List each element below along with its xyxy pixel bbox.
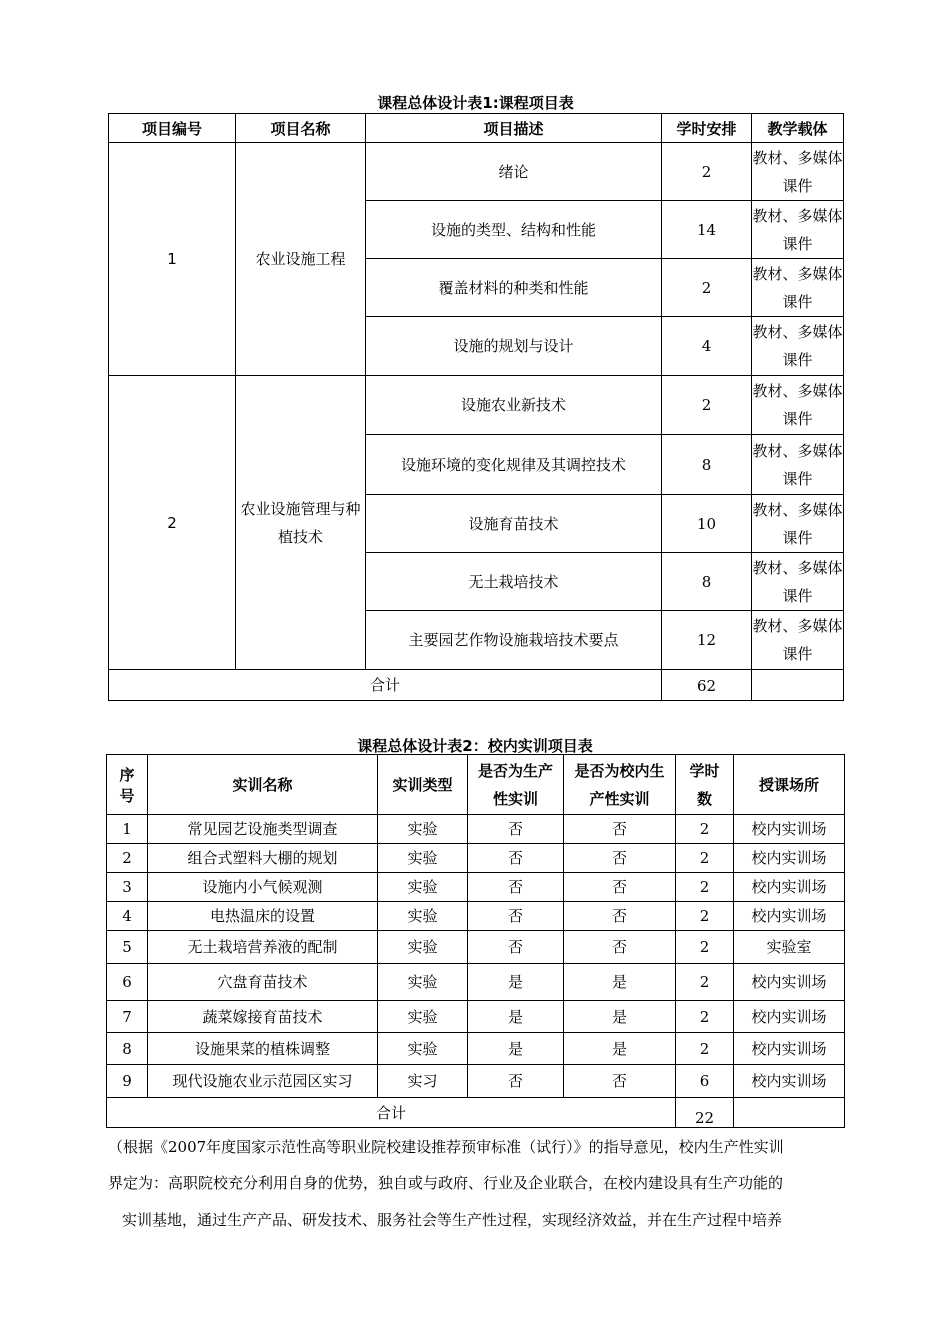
cell-seq: 7 (107, 1001, 148, 1033)
cell-venue: 校内实训场 (734, 1065, 845, 1098)
project-carrier: 教材、多媒体课件 (752, 553, 844, 611)
project-desc: 设施的类型、结构和性能 (366, 201, 662, 259)
cell-venue: 校内实训场 (734, 1001, 845, 1033)
header-training-type: 实训类型 (378, 755, 468, 815)
cell-hours: 2 (676, 1033, 734, 1065)
project-hours: 8 (662, 553, 752, 611)
project-desc: 设施的规划与设计 (366, 317, 662, 376)
course-project-table (108, 113, 844, 701)
project-carrier: 教材、多媒体课件 (752, 495, 844, 553)
cell-training-name: 设施果菜的植株调整 (148, 1033, 378, 1065)
project-hours: 2 (662, 376, 752, 435)
cell-hours: 6 (676, 1065, 734, 1098)
total-label: 合计 (109, 670, 662, 701)
project-hours: 8 (662, 435, 752, 495)
project-desc: 无土栽培技术 (366, 553, 662, 611)
cell-training-name: 电热温床的设置 (148, 902, 378, 931)
cell-seq: 5 (107, 931, 148, 964)
project-no: 1 (109, 143, 236, 376)
header-project-no: 项目编号 (109, 114, 236, 143)
cell-hours: 2 (676, 931, 734, 964)
note-line-2: 界定为：高职院校充分利用自身的优势，独自或与政府、行业及企业联合，在校内建设具有生产功能的 (108, 1174, 784, 1192)
header-project-desc: 项目描述 (366, 114, 662, 143)
cell-is-campus-productive: 是 (564, 964, 676, 1001)
total-empty (734, 1098, 845, 1128)
table-row (107, 1065, 845, 1098)
cell-seq: 6 (107, 964, 148, 1001)
training-project-table (106, 754, 845, 1128)
project-desc: 设施环境的变化规律及其调控技术 (366, 435, 662, 495)
table2-total-row (107, 1098, 845, 1128)
project-name: 农业设施工程 (236, 143, 366, 376)
cell-training-type: 实验 (378, 931, 468, 964)
project-name: 农业设施管理与种植技术 (236, 376, 366, 670)
cell-is-campus-productive: 是 (564, 1001, 676, 1033)
project-hours: 10 (662, 495, 752, 553)
cell-training-type: 实验 (378, 1001, 468, 1033)
project-carrier: 教材、多媒体课件 (752, 317, 844, 376)
cell-training-type: 实验 (378, 964, 468, 1001)
project-carrier: 教材、多媒体课件 (752, 611, 844, 670)
cell-is-campus-productive: 是 (564, 1033, 676, 1065)
cell-is-productive: 是 (468, 1033, 564, 1065)
cell-hours: 2 (676, 964, 734, 1001)
cell-venue: 校内实训场 (734, 902, 845, 931)
header-is-productive: 是否为生产性实训 (468, 755, 564, 815)
cell-hours: 2 (676, 873, 734, 902)
cell-training-type: 实验 (378, 844, 468, 873)
project-desc: 设施育苗技术 (366, 495, 662, 553)
cell-hours: 2 (676, 1001, 734, 1033)
cell-training-name: 穴盘育苗技术 (148, 964, 378, 1001)
cell-training-name: 设施内小气候观测 (148, 873, 378, 902)
cell-venue: 校内实训场 (734, 964, 845, 1001)
project-desc: 设施农业新技术 (366, 376, 662, 435)
header-hours: 学时安排 (662, 114, 752, 143)
cell-is-productive: 是 (468, 1001, 564, 1033)
cell-venue: 校内实训场 (734, 873, 845, 902)
table-row (107, 964, 845, 1001)
table-row (107, 815, 845, 844)
cell-seq: 4 (107, 902, 148, 931)
cell-training-type: 实验 (378, 902, 468, 931)
project-carrier: 教材、多媒体课件 (752, 376, 844, 435)
header-carrier: 教学载体 (752, 114, 844, 143)
cell-is-campus-productive: 否 (564, 873, 676, 902)
project-carrier: 教材、多媒体课件 (752, 201, 844, 259)
cell-venue: 校内实训场 (734, 815, 845, 844)
cell-seq: 3 (107, 873, 148, 902)
project-hours: 4 (662, 317, 752, 376)
cell-is-productive: 否 (468, 902, 564, 931)
project-hours: 14 (662, 201, 752, 259)
table1-total-row (109, 670, 844, 701)
project-carrier: 教材、多媒体课件 (752, 435, 844, 495)
table-row (107, 844, 845, 873)
project-carrier: 教材、多媒体课件 (752, 143, 844, 201)
total-empty (752, 670, 844, 701)
total-hours: 22 (676, 1098, 734, 1128)
header-training-name: 实训名称 (148, 755, 378, 815)
table2-caption: 课程总体设计表2：校内实训项目表 (357, 737, 593, 755)
note-line-1: （根据《2007年度国家示范性高等职业院校建设推荐预审标准（试行）》的指导意见，校内生产性实训 (108, 1138, 784, 1156)
cell-seq: 2 (107, 844, 148, 873)
cell-is-campus-productive: 否 (564, 931, 676, 964)
cell-training-name: 常见园艺设施类型调查 (148, 815, 378, 844)
total-hours: 62 (662, 670, 752, 701)
cell-is-productive: 否 (468, 844, 564, 873)
note-line-3: 实训基地，通过生产产品、研发技术、服务社会等生产性过程，实现经济效益，并在生产过程中培养 (122, 1211, 783, 1229)
cell-hours: 2 (676, 844, 734, 873)
header-venue: 授课场所 (734, 755, 845, 815)
table-row (109, 143, 844, 201)
cell-training-name: 现代设施农业示范园区实习 (148, 1065, 378, 1098)
cell-training-type: 实验 (378, 873, 468, 902)
cell-is-campus-productive: 否 (564, 815, 676, 844)
project-desc: 主要园艺作物设施栽培技术要点 (366, 611, 662, 670)
header-is-campus-productive: 是否为校内生产性实训 (564, 755, 676, 815)
cell-is-productive: 是 (468, 964, 564, 1001)
cell-seq: 9 (107, 1065, 148, 1098)
cell-training-type: 实验 (378, 1033, 468, 1065)
cell-is-campus-productive: 否 (564, 844, 676, 873)
table1-caption: 课程总体设计表1:课程项目表 (377, 94, 574, 112)
table-row (107, 873, 845, 902)
cell-training-type: 实习 (378, 1065, 468, 1098)
project-desc: 绪论 (366, 143, 662, 201)
cell-hours: 2 (676, 902, 734, 931)
header-project-name: 项目名称 (236, 114, 366, 143)
cell-venue: 校内实训场 (734, 844, 845, 873)
total-label: 合计 (107, 1098, 676, 1128)
cell-training-name: 蔬菜嫁接育苗技术 (148, 1001, 378, 1033)
table-row (107, 931, 845, 964)
cell-training-name: 无土栽培营养液的配制 (148, 931, 378, 964)
header-hours: 学时数 (676, 755, 734, 815)
cell-hours: 2 (676, 815, 734, 844)
header-seq: 序号 (107, 755, 148, 815)
cell-venue: 校内实训场 (734, 1033, 845, 1065)
project-hours: 2 (662, 143, 752, 201)
cell-seq: 8 (107, 1033, 148, 1065)
project-hours: 2 (662, 259, 752, 317)
table-row (107, 1033, 845, 1065)
cell-is-campus-productive: 否 (564, 1065, 676, 1098)
cell-is-productive: 否 (468, 873, 564, 902)
table-row (109, 376, 844, 435)
table1-header-row (109, 114, 844, 143)
cell-seq: 1 (107, 815, 148, 844)
cell-training-type: 实验 (378, 815, 468, 844)
project-no: 2 (109, 376, 236, 670)
project-desc: 覆盖材料的种类和性能 (366, 259, 662, 317)
cell-is-productive: 否 (468, 815, 564, 844)
cell-is-campus-productive: 否 (564, 902, 676, 931)
table-row (107, 1001, 845, 1033)
cell-is-productive: 否 (468, 931, 564, 964)
table-row (107, 902, 845, 931)
cell-is-productive: 否 (468, 1065, 564, 1098)
table2-header-row (107, 755, 845, 815)
project-hours: 12 (662, 611, 752, 670)
cell-training-name: 组合式塑料大棚的规划 (148, 844, 378, 873)
cell-venue: 实验室 (734, 931, 845, 964)
project-carrier: 教材、多媒体课件 (752, 259, 844, 317)
